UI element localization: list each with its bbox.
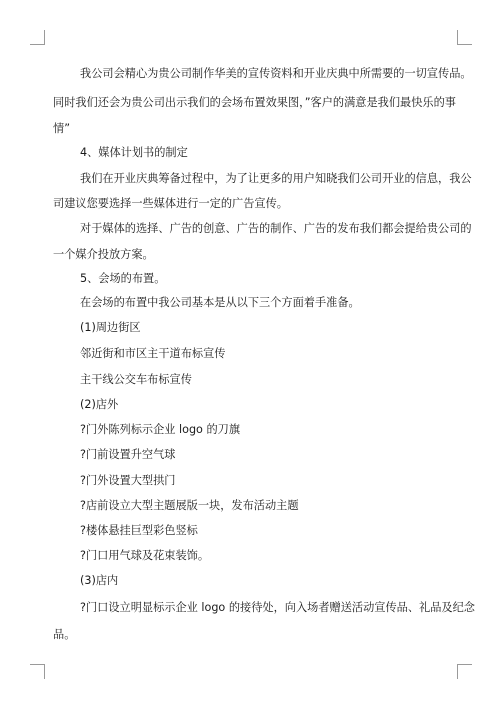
list-item-continuation: 品。 (53, 628, 76, 641)
paragraph-line: 情” (53, 122, 70, 135)
list-item: ?店前设立大型主题展版一块，发布活动主题 (80, 499, 299, 512)
list-item: ?门外陈列标示企业 logo 的刀旗 (80, 423, 241, 436)
paragraph-line: 我们在开业庆典筹备过程中，为了让更多的用户知晓我们公司开业的信息，我公 (80, 172, 472, 185)
paragraph-line: 一个媒介投放方案。 (53, 248, 154, 261)
section-heading: 4、媒体计划书的制定 (80, 146, 188, 159)
subsection-heading: (2)店外 (80, 398, 119, 411)
list-item: ?门外设置大型拱门 (80, 474, 176, 487)
crop-mark-top-left (30, 30, 45, 45)
crop-mark-bottom-right (457, 664, 472, 679)
crop-mark-bottom-left (30, 664, 45, 679)
paragraph-line: 我公司会精心为贵公司制作华美的宣传资料和开业庆典中所需要的一切宣传品。 (80, 67, 472, 80)
paragraph-line: 对于媒体的选择、广告的创意、广告的制作、广告的发布我们都会提给贵公司的 (80, 222, 472, 235)
paragraph-line: 同时我们还会为贵公司出示我们的会场布置效果图，”客户的满意是我们最快乐的事 (53, 96, 456, 109)
list-item: 邻近街和市区主干道布标宣传 (80, 347, 226, 360)
subsection-heading: (3)店内 (80, 574, 119, 587)
list-item: ?楼体悬挂巨型彩色竖标 (80, 524, 198, 537)
list-item: ?门口设立明显标示企业 logo 的接待处，向入场者赠送活动宣传品、礼品及纪念 (80, 601, 475, 614)
list-item: ?门口用气球及花束装饰。 (80, 549, 210, 562)
subsection-heading: (1)周边街区 (80, 321, 141, 334)
list-item: ?门前设置升空气球 (80, 448, 176, 461)
list-item: 主干线公交车布标宣传 (80, 373, 192, 386)
paragraph-line: 司建议您要选择一些媒体进行一定的广告宣传。 (53, 197, 288, 210)
crop-mark-top-right (457, 30, 472, 45)
section-heading: 5、会场的布置。 (80, 272, 166, 285)
paragraph-line: 在会场的布置中我公司基本是从以下三个方面着手准备。 (80, 296, 360, 309)
